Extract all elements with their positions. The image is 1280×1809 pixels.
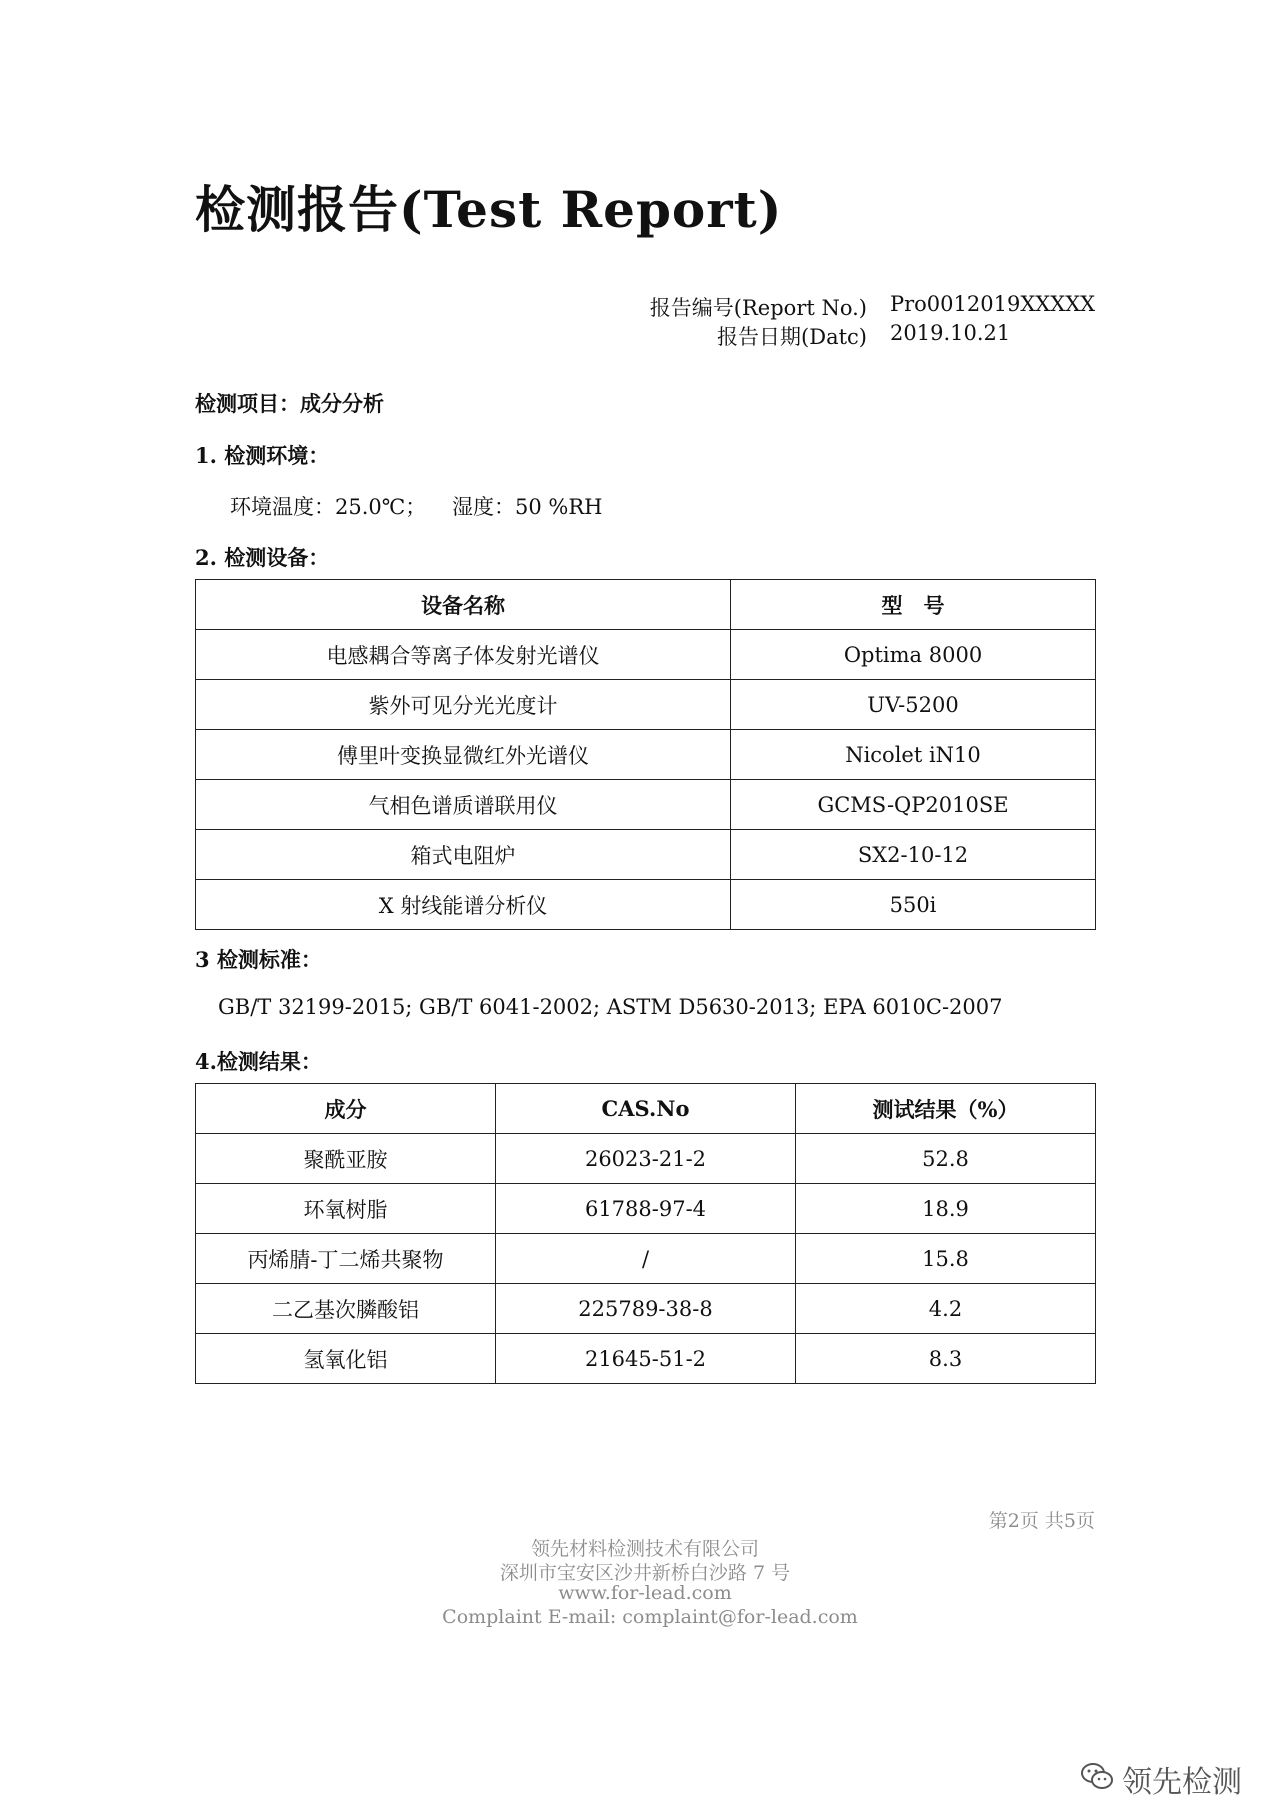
standards-heading: 3 检测标准： xyxy=(195,947,322,972)
cas-cell: 26023-21-2 xyxy=(496,1134,796,1184)
watermark xyxy=(1080,1755,1260,1799)
equipment-name-cell: 电感耦合等离子体发射光谱仪 xyxy=(196,630,731,680)
environment-temperature: 环境温度：25.0℃； xyxy=(230,495,427,519)
equipment-name-cell: 紫外可见分光光度计 xyxy=(196,680,731,730)
component-cell: 聚酰亚胺 xyxy=(196,1134,496,1184)
test-project: 检测项目：成分分析 xyxy=(195,391,384,416)
component-cell: 氢氧化铝 xyxy=(196,1334,496,1384)
table-row xyxy=(196,1184,1096,1234)
equipment-model-cell: GCMS-QP2010SE xyxy=(731,780,1096,830)
complaint-email: Complaint E-mail: complaint@for-lead.com xyxy=(442,1606,858,1628)
equipment-model-cell: Optima 8000 xyxy=(731,630,1096,680)
equipment-model-cell: SX2-10-12 xyxy=(731,830,1096,880)
table-header-row xyxy=(196,580,1096,630)
environment-humidity: 湿度：50 %RH xyxy=(452,495,603,519)
table-row xyxy=(196,1134,1096,1184)
results-table xyxy=(195,1083,1096,1384)
table-header-cell: CAS.No xyxy=(496,1084,796,1134)
report-number-label: 报告编号(Report No.) xyxy=(649,296,867,320)
equipment-model-cell: UV-5200 xyxy=(731,680,1096,730)
equipment-name-cell: 气相色谱质谱联用仪 xyxy=(196,780,731,830)
cas-cell: / xyxy=(496,1234,796,1284)
equipment-name-cell: 箱式电阻炉 xyxy=(196,830,731,880)
table-row xyxy=(196,730,1096,780)
table-row xyxy=(196,680,1096,730)
company-address: 深圳市宝安区沙井新桥白沙路 7 号 xyxy=(499,1562,791,1584)
cas-cell: 61788-97-4 xyxy=(496,1184,796,1234)
table-row xyxy=(196,630,1096,680)
table-row xyxy=(196,1234,1096,1284)
component-cell: 二乙基次膦酸铝 xyxy=(196,1284,496,1334)
table-row xyxy=(196,1284,1096,1334)
table-row xyxy=(196,780,1096,830)
wechat-icon xyxy=(1080,1761,1114,1791)
equipment-heading: 2. 检测设备： xyxy=(195,545,330,570)
table-header-cell: 设备名称 xyxy=(196,580,731,630)
cas-cell: 225789-38-8 xyxy=(496,1284,796,1334)
result-cell: 8.3 xyxy=(796,1334,1096,1384)
table-header-row xyxy=(196,1084,1096,1134)
standards-text: GB/T 32199-2015; GB/T 6041-2002; ASTM D5630-2013; EPA 6010C-2007 xyxy=(218,995,1003,1019)
table-header-cell: 成分 xyxy=(196,1084,496,1134)
table-row xyxy=(196,880,1096,930)
watermark-text: 领先检测 xyxy=(1122,1765,1242,1800)
report-date-value: 2019.10.21 xyxy=(890,321,1011,345)
report-date-label: 报告日期(Datc) xyxy=(717,325,867,349)
table-header-cell: 测试结果（%） xyxy=(796,1084,1096,1134)
equipment-model-cell: 550i xyxy=(731,880,1096,930)
table-row xyxy=(196,830,1096,880)
result-cell: 15.8 xyxy=(796,1234,1096,1284)
environment-heading: 1. 检测环境： xyxy=(195,443,330,468)
equipment-table xyxy=(195,579,1096,930)
table-header-cell: 型 号 xyxy=(731,580,1096,630)
equipment-name-cell: X 射线能谱分析仪 xyxy=(196,880,731,930)
result-cell: 4.2 xyxy=(796,1284,1096,1334)
cas-cell: 21645-51-2 xyxy=(496,1334,796,1384)
report-number-value: Pro0012019XXXXX xyxy=(890,292,1096,316)
equipment-model-cell: Nicolet iN10 xyxy=(731,730,1096,780)
component-cell: 环氧树脂 xyxy=(196,1184,496,1234)
results-heading: 4.检测结果： xyxy=(195,1049,322,1074)
page-title: 检测报告(Test Report) xyxy=(195,180,783,239)
result-cell: 52.8 xyxy=(796,1134,1096,1184)
equipment-name-cell: 傅里叶变换显微红外光谱仪 xyxy=(196,730,731,780)
component-cell: 丙烯腈-丁二烯共聚物 xyxy=(196,1234,496,1284)
result-cell: 18.9 xyxy=(796,1184,1096,1234)
table-row xyxy=(196,1334,1096,1384)
company-website: www.for-lead.com xyxy=(558,1582,732,1604)
company-name: 领先材料检测技术有限公司 xyxy=(530,1538,759,1560)
page-number: 第2页 共5页 xyxy=(988,1510,1095,1532)
